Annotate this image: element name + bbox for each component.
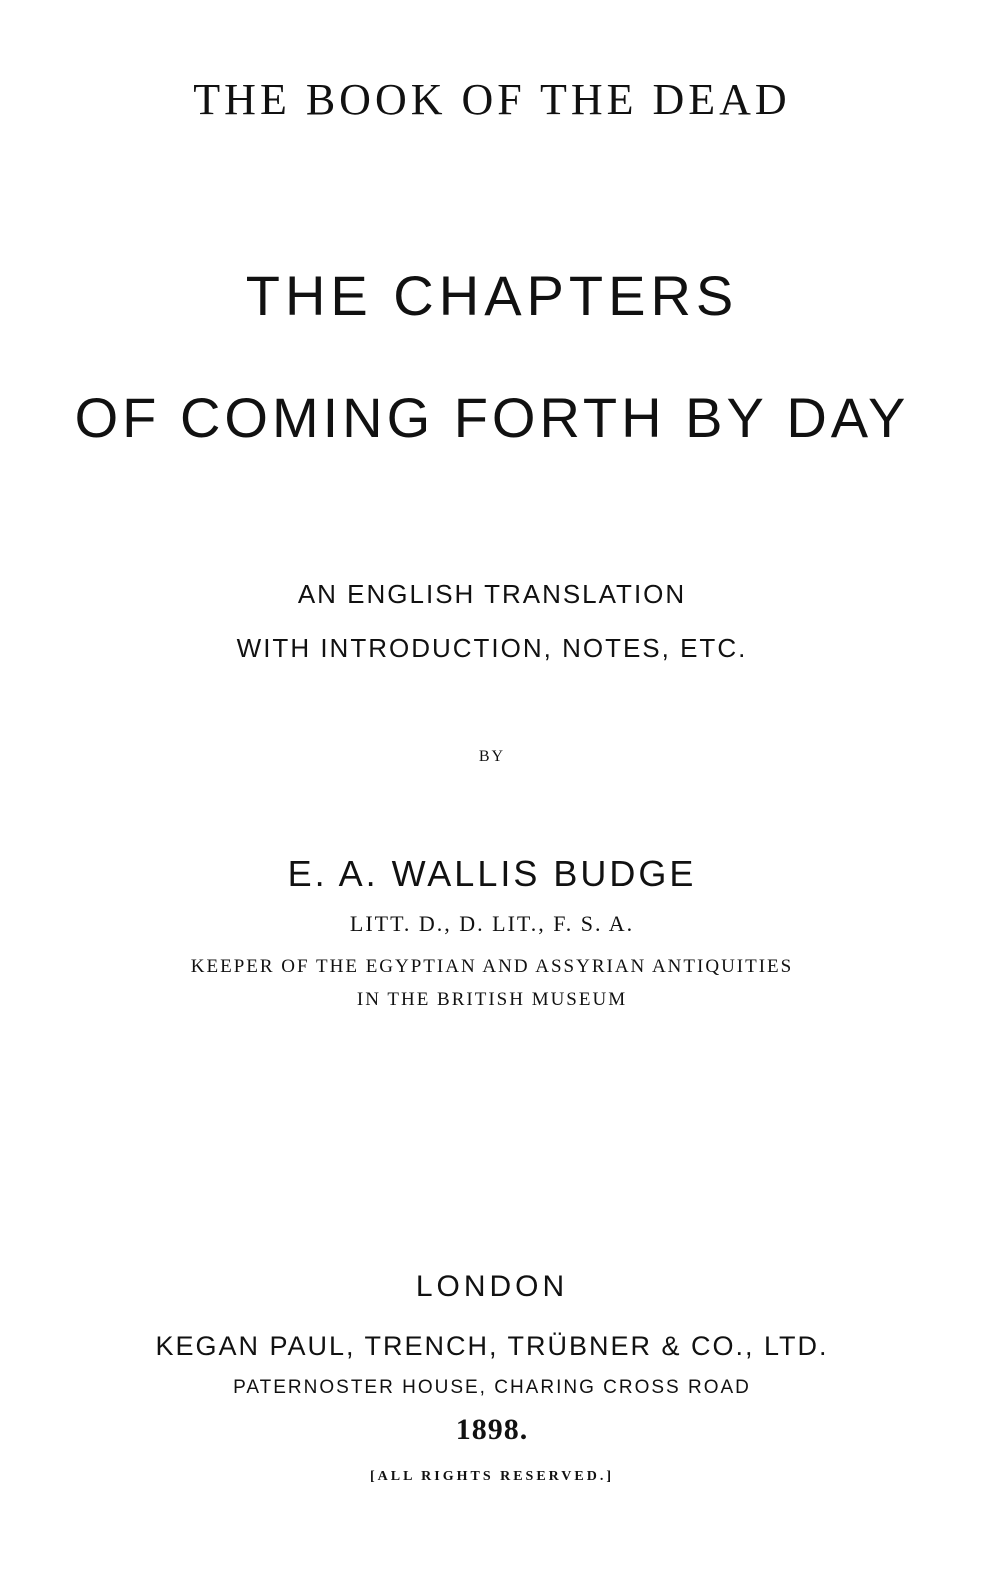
author-credentials: LITT. D., D. LIT., F. S. A. (349, 911, 635, 936)
main-title-line-1: THE CHAPTERS (245, 264, 739, 327)
author-name: E. A. WALLIS BUDGE (287, 853, 697, 894)
publisher-name: KEGAN PAUL, TRENCH, TRÜBNER & CO., LTD. (155, 1331, 829, 1361)
by-line: BY (478, 748, 506, 765)
publication-year: 1898. (455, 1413, 529, 1446)
author-position-line-2: IN THE BRITISH MUSEUM (356, 989, 628, 1010)
series-title: THE BOOK OF THE DEAD (193, 75, 791, 124)
author-position-line-1: KEEPER OF THE EGYPTIAN AND ASSYRIAN ANTIQUITIES (190, 956, 794, 977)
main-title-line-2: OF COMING FORTH BY DAY (74, 386, 910, 449)
rights-notice: [ALL RIGHTS RESERVED.] (369, 1469, 615, 1484)
subtitle-line-1: AN ENGLISH TRANSLATION (297, 579, 687, 609)
publication-city: LONDON (415, 1270, 569, 1303)
publisher-address: PATERNOSTER HOUSE, CHARING CROSS ROAD (233, 1377, 751, 1398)
subtitle-line-2: WITH INTRODUCTION, NOTES, ETC. (236, 633, 748, 663)
